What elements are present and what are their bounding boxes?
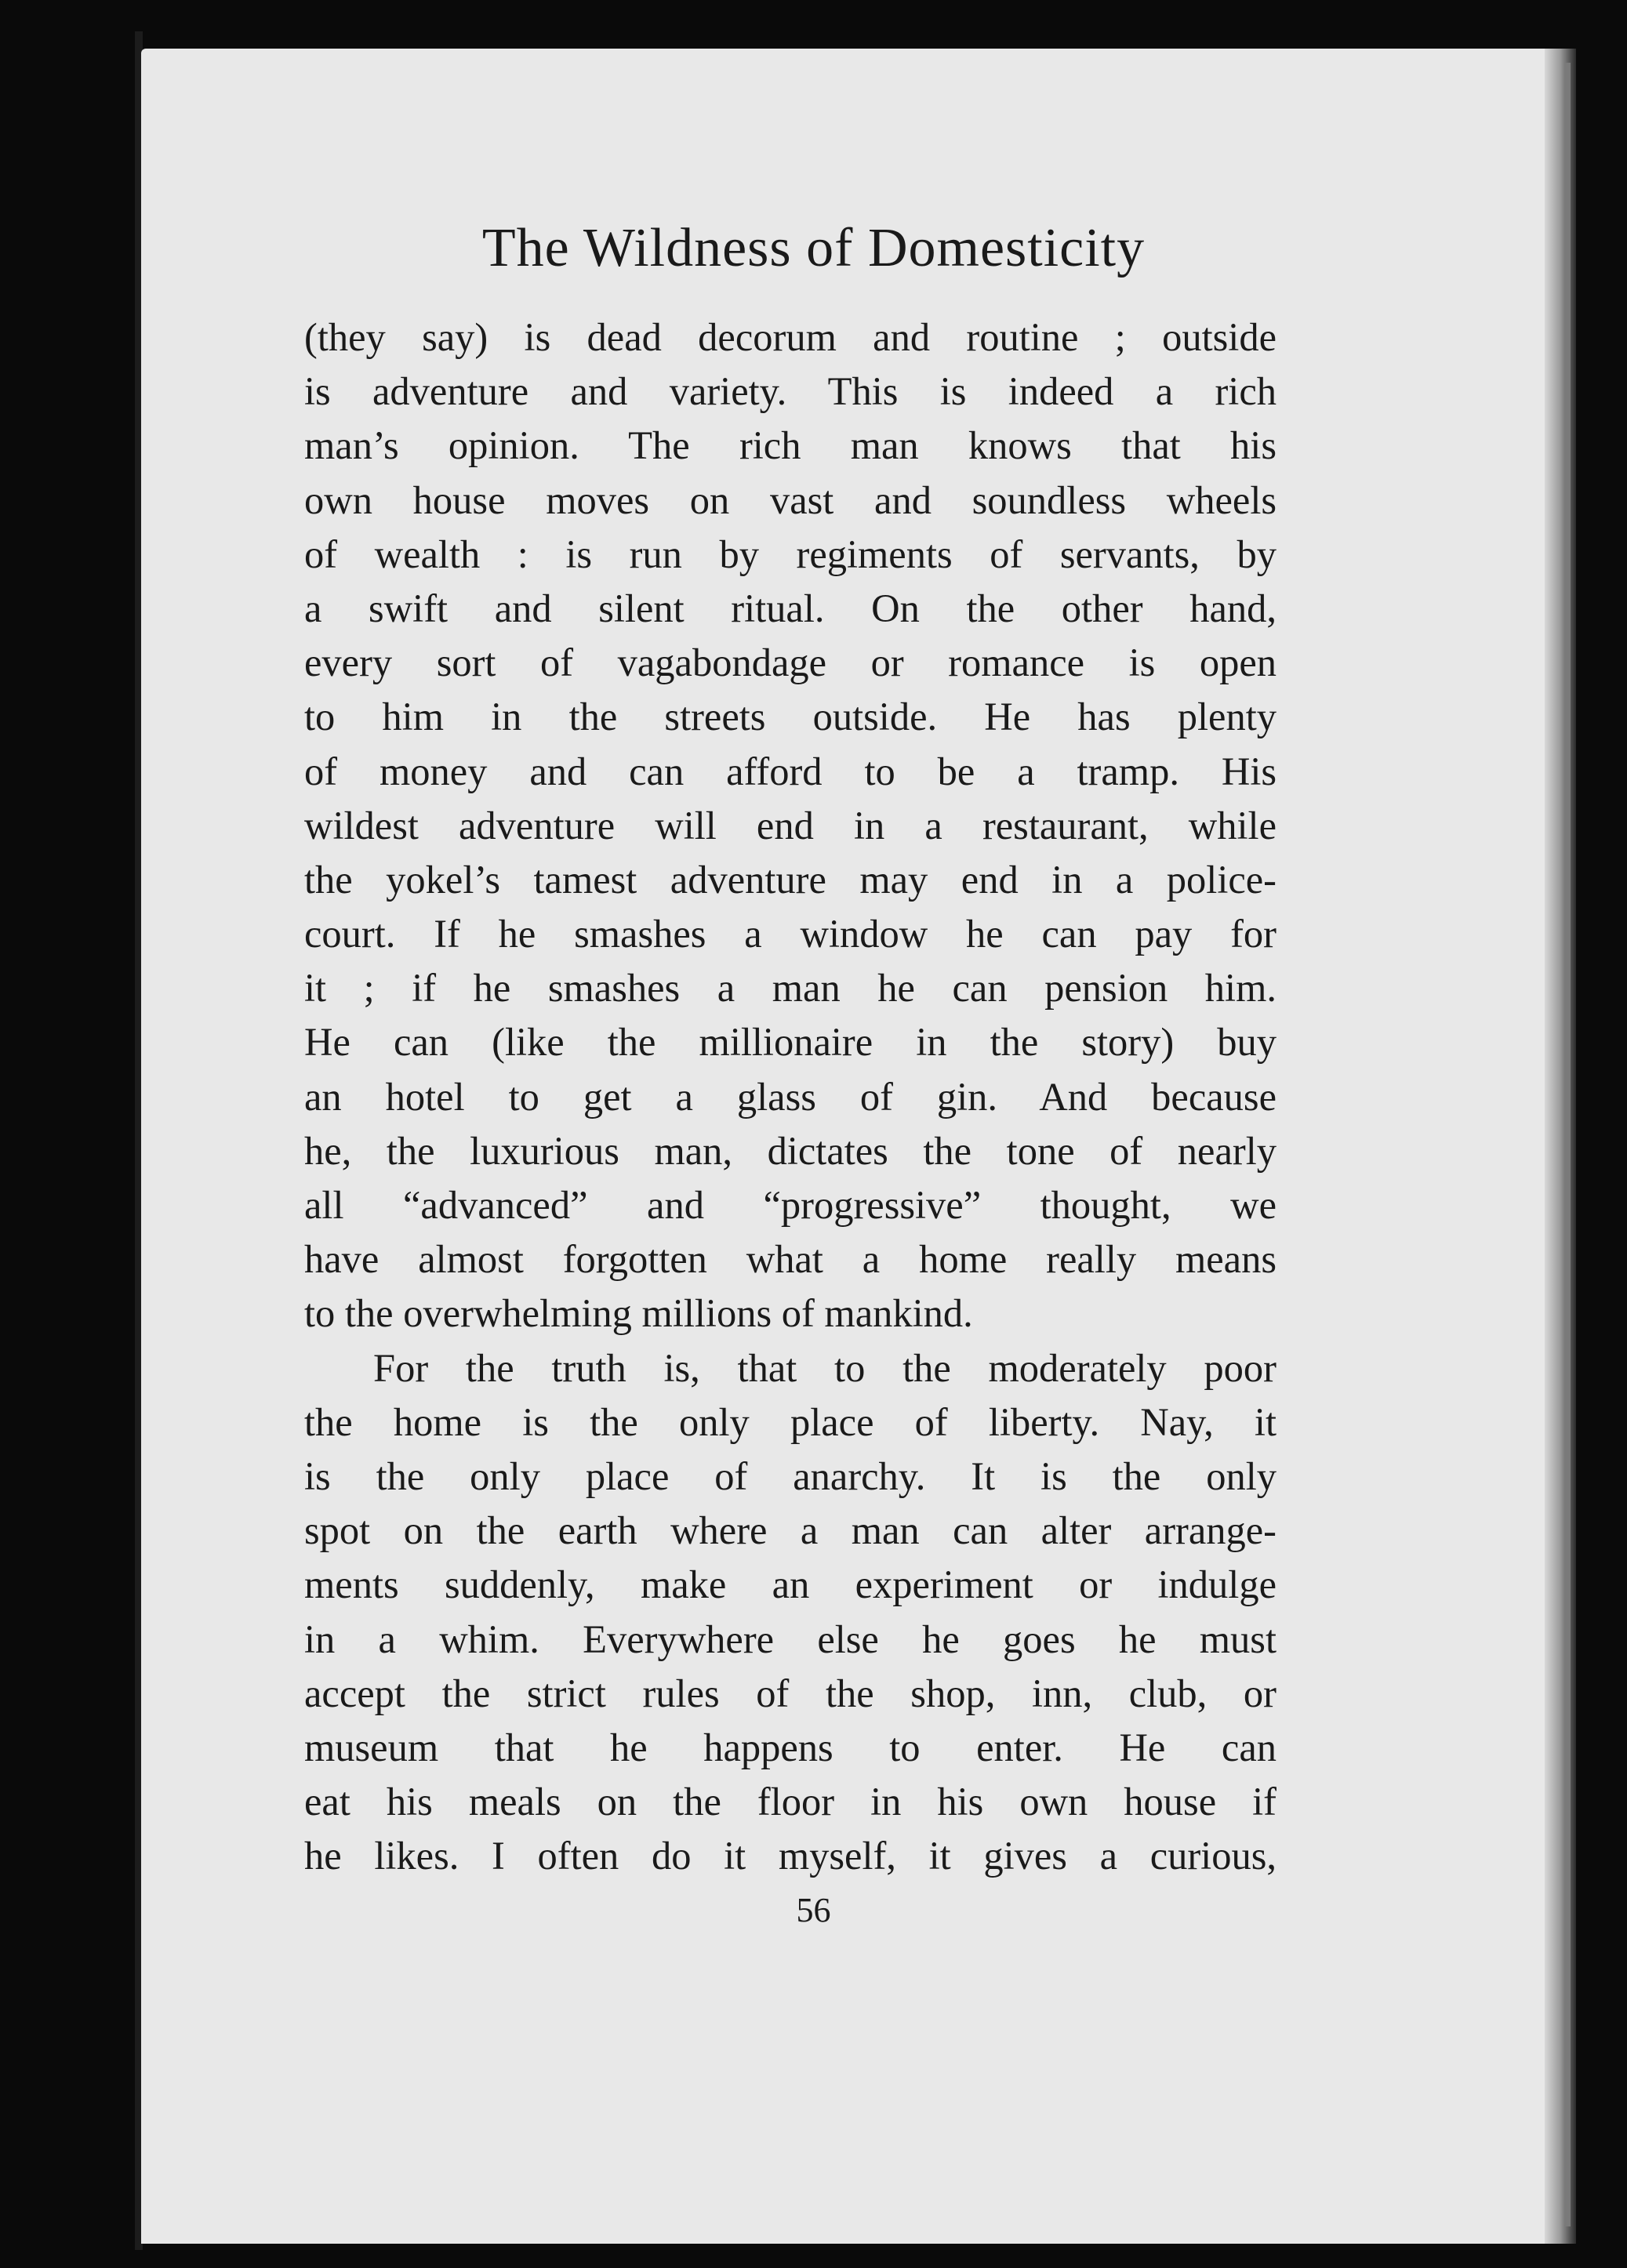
text-line: he likes. I often do it myself, it gives a curious, [304,1834,1277,1878]
text-line: spot on the earth where a man can alter arrange- [304,1508,1277,1553]
text-line: accept the strict rules of the shop, inn, club, or [304,1671,1277,1715]
text-line: court. If he smashes a window he can pay for [304,912,1277,956]
text-line: (they say) is dead decorum and routine ; outside [304,315,1277,359]
text-line: a swift and silent ritual. On the other hand, [304,586,1277,630]
text-line: an hotel to get a glass of gin. And because [304,1074,1277,1119]
text-line: every sort of vagabondage or romance is open [304,640,1277,685]
text-line: the yokel’s tamest adventure may end in a police- [304,857,1277,902]
text-line: own house moves on vast and soundless wheels [304,477,1277,522]
paragraph-1 [304,310,1277,1341]
body-text [304,310,1277,1883]
text-line: it ; if he smashes a man he can pension him. [304,966,1277,1011]
text-line: For the truth is, that to the moderately poor [373,1345,1277,1390]
paragraph-2 [304,1341,1277,1884]
text-line: wildest adventure will end in a restaurant, while [304,803,1277,847]
text-line: in a whim. Everywhere else he goes he must [304,1617,1277,1661]
text-line: to him in the streets outside. He has plenty [304,695,1277,739]
text-line: eat his meals on the floor in his own house if [304,1780,1277,1824]
page-number: 56 [796,1891,831,1929]
text-line: to the overwhelming millions of mankind. [304,1291,973,1336]
text-line: is the only place of anarchy. It is the only [304,1453,1277,1498]
text-line: is adventure and variety. This is indeed a rich [304,369,1277,414]
text-line: ments suddenly, make an experiment or indulge [304,1562,1277,1607]
text-line: the home is the only place of liberty. Nay, it [304,1399,1277,1444]
text-line: of wealth : is run by regiments of servants, by [304,532,1277,576]
running-head: The Wildness of Domesticity [481,218,1146,278]
text-line: he, the luxurious man, dictates the tone of nearly [304,1128,1277,1173]
text-line: have almost forgotten what a home really means [304,1237,1277,1282]
text-line: museum that he happens to enter. He can [304,1725,1277,1769]
text-line: He can (like the millionaire in the story) buy [304,1020,1277,1065]
text-line: of money and can afford to be a tramp. His [304,749,1277,793]
text-line: all “advanced” and “progressive” thought, we [304,1183,1277,1227]
text-line: man’s opinion. The rich man knows that his [304,423,1277,468]
